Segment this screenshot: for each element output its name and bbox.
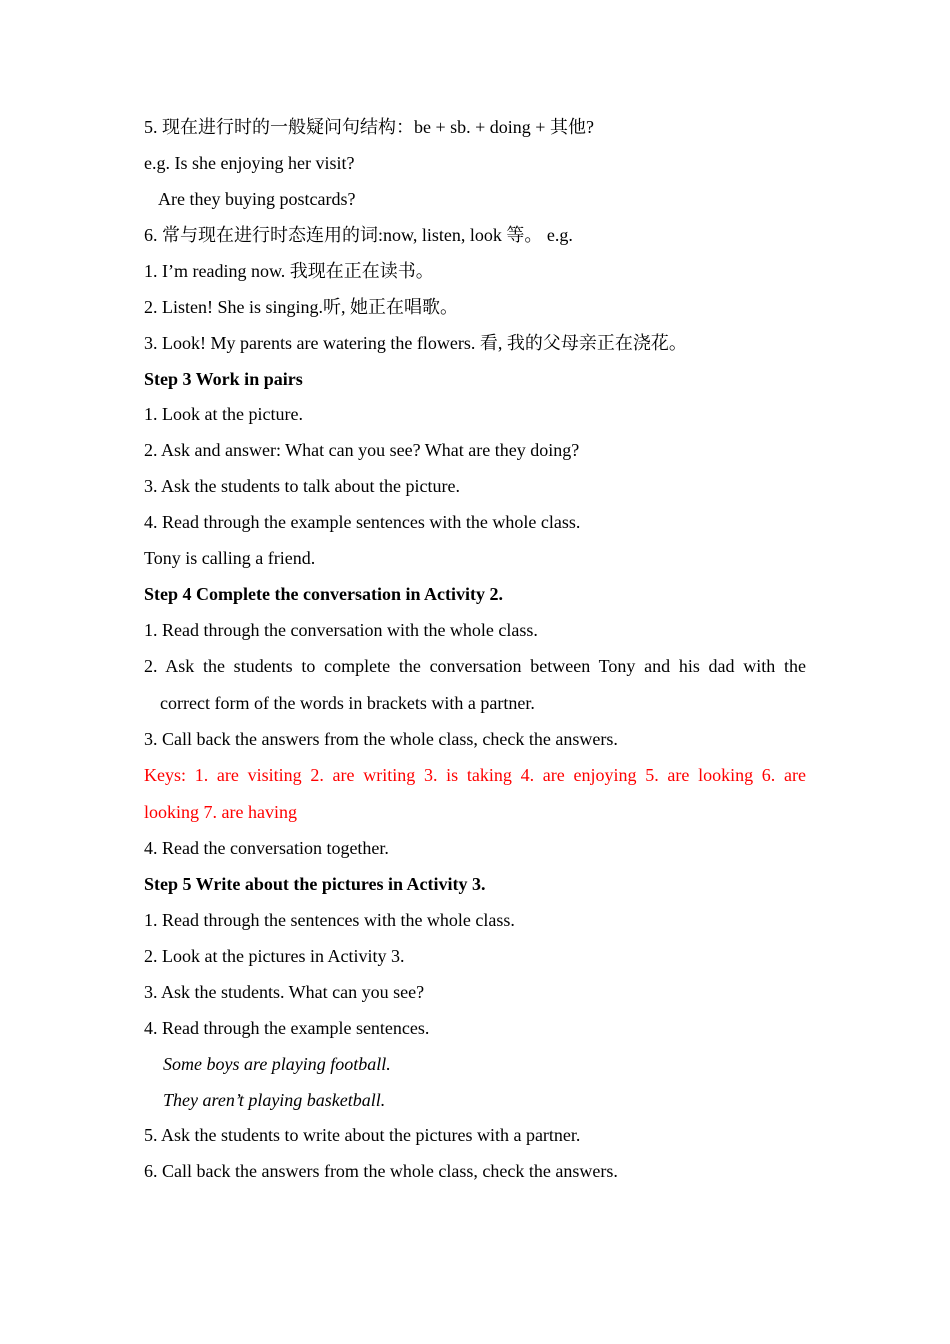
step-5-item-4: 4. Read through the example sentences.: [144, 1018, 430, 1038]
step-3-example: Tony is calling a friend.: [144, 548, 316, 568]
step-4-item-4: 4. Read the conversation together.: [144, 838, 389, 858]
step-5-item-2: 2. Look at the pictures in Activity 3.: [144, 946, 405, 966]
answer-keys-cont: looking 7. are having: [144, 802, 297, 822]
grammar-point-5: 5. 现在进行时的一般疑问句结构：be + sb. + doing + 其他?: [144, 117, 594, 137]
step-4-heading: Step 4 Complete the conversation in Activity 2.: [144, 584, 503, 604]
step-4-item-2-cont: correct form of the words in brackets with a partner.: [160, 693, 535, 713]
example-sentence-2: 2. Listen! She is singing.听, 她正在唱歌。: [144, 297, 458, 317]
grammar-point-6: 6. 常与现在进行时态连用的词:now, listen, look 等。 e.g.: [144, 225, 573, 245]
example-line-1: e.g. Is she enjoying her visit?: [144, 153, 355, 173]
step-4-item-3: 3. Call back the answers from the whole class, check the answers.: [144, 729, 618, 749]
example-line-2: Are they buying postcards?: [158, 189, 356, 209]
example-sentence-3: 3. Look! My parents are watering the flowers. 看, 我的父母亲正在浇花。: [144, 333, 687, 353]
step-3-heading: Step 3 Work in pairs: [144, 369, 303, 389]
example-sentence-italic-2: They aren’t playing basketball.: [163, 1090, 386, 1110]
step-5-item-3: 3. Ask the students. What can you see?: [144, 982, 425, 1002]
step-3-item-1: 1. Look at the picture.: [144, 404, 303, 424]
step-5-item-5: 5. Ask the students to write about the pictures with a partner.: [144, 1125, 581, 1145]
step-4-item-1: 1. Read through the conversation with the whole class.: [144, 620, 538, 640]
step-3-item-3: 3. Ask the students to talk about the picture.: [144, 476, 460, 496]
example-sentence-italic-1: Some boys are playing football.: [163, 1054, 391, 1074]
step-3-item-2: 2. Ask and answer: What can you see? What are they doing?: [144, 440, 580, 460]
step-4-item-2: 2. Ask the students to complete the conversation between Tony and his dad with the: [144, 656, 806, 676]
step-5-item-1: 1. Read through the sentences with the whole class.: [144, 910, 515, 930]
step-5-heading: Step 5 Write about the pictures in Activity 3.: [144, 874, 486, 894]
example-sentence-1: 1. I’m reading now. 我现在正在读书。: [144, 261, 434, 281]
step-5-item-6: 6. Call back the answers from the whole class, check the answers.: [144, 1161, 618, 1181]
answer-keys: Keys: 1. are visiting 2. are writing 3. is taking 4. are enjoying 5. are looking 6. are: [144, 765, 806, 785]
step-3-item-4: 4. Read through the example sentences with the whole class.: [144, 512, 581, 532]
